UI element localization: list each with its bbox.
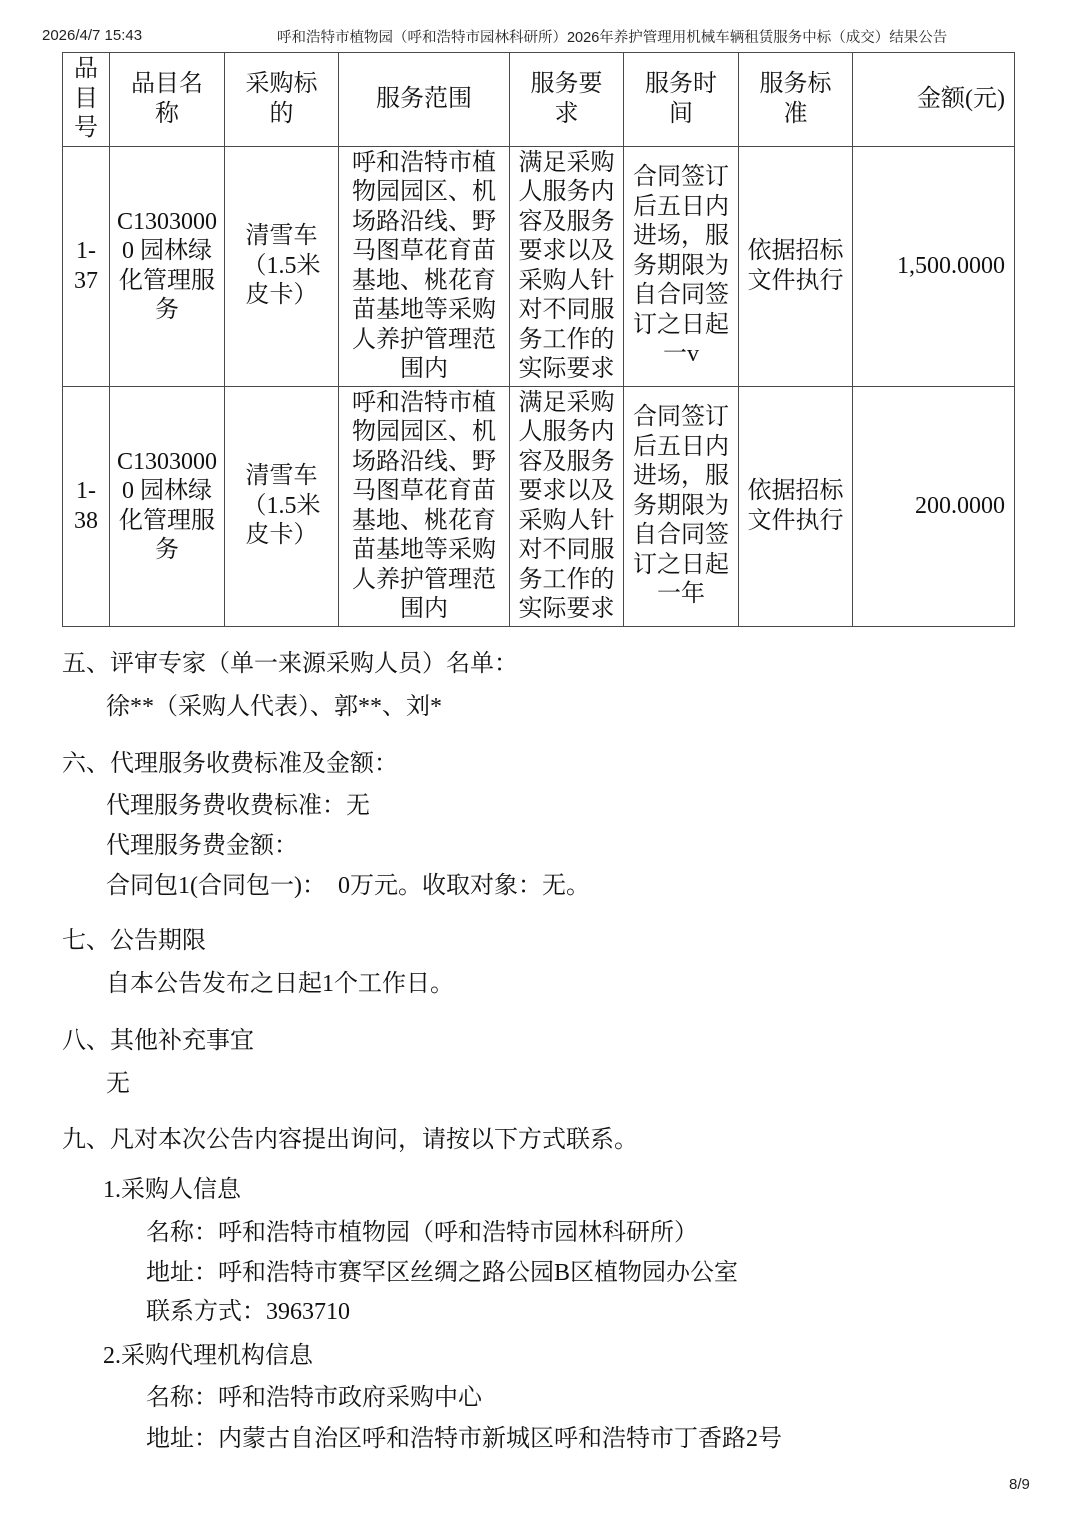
table-row — [63, 387, 1015, 627]
cell-amount: 1,500.0000 — [853, 147, 1015, 387]
notice-period-text: 自本公告发布之日起1个工作日。 — [106, 971, 454, 997]
cell-subject: 清雪车（1.5米皮卡） — [225, 387, 339, 627]
cell-standard: 依据招标文件执行 — [739, 147, 853, 387]
cell-scope: 呼和浩特市植物园园区、机场路沿线、野马图草花育苗基地、桃花育苗基地等采购人养护管理范围内 — [339, 147, 510, 387]
purchaser-address: 地址：呼和浩特市赛罕区丝绸之路公园B区植物园办公室 — [146, 1260, 739, 1286]
table-row — [63, 147, 1015, 387]
cell-amount: 200.0000 — [853, 387, 1015, 627]
cell-item-name: C13030000 园林绿化管理服务 — [110, 147, 225, 387]
cell-service-time: 合同签订后五日内进场，服务期限为自合同签订之日起一v — [624, 147, 739, 387]
page-number: 8/9 — [1009, 1476, 1030, 1493]
section-heading-notice-period: 七、公告期限 — [62, 928, 206, 954]
cell-requirement: 满足采购人服务内容及服务要求以及采购人针对不同服务工作的实际要求 — [510, 387, 624, 627]
cell-item-no: 1-38 — [63, 387, 110, 627]
print-page-title: 呼和浩特市植物园（呼和浩特市园林科研所）2026年养护管理用机械车辆租赁服务中标（成交）结果公告 — [277, 30, 948, 46]
header-item-name: 品目名称 — [110, 53, 225, 147]
section-heading-contact: 九、凡对本次公告内容提出询问，请按以下方式联系。 — [62, 1127, 638, 1153]
header-standard: 服务标准 — [739, 53, 853, 147]
purchaser-info-title: 1.采购人信息 — [103, 1177, 241, 1203]
header-subject: 采购标的 — [225, 53, 339, 147]
agency-fee-amount-label: 代理服务费金额： — [106, 833, 298, 859]
agency-name: 名称：呼和浩特市政府采购中心 — [146, 1385, 482, 1411]
agency-fee-package: 合同包1(合同包一)： 0万元。收取对象：无。 — [106, 873, 590, 899]
header-scope: 服务范围 — [339, 53, 510, 147]
purchaser-name: 名称：呼和浩特市植物园（呼和浩特市园林科研所） — [146, 1220, 698, 1246]
agency-address: 地址：内蒙古自治区呼和浩特市新城区呼和浩特市丁香路2号 — [146, 1426, 782, 1452]
cell-service-time: 合同签订后五日内进场，服务期限为自合同签订之日起一年 — [624, 387, 739, 627]
other-matters-text: 无 — [106, 1071, 130, 1097]
section-heading-experts: 五、评审专家（单一来源采购人员）名单： — [62, 651, 518, 677]
agency-info-title: 2.采购代理机构信息 — [103, 1343, 313, 1369]
cell-requirement: 满足采购人服务内容及服务要求以及采购人针对不同服务工作的实际要求 — [510, 147, 624, 387]
header-service-time: 服务时间 — [624, 53, 739, 147]
purchaser-phone: 联系方式：3963710 — [146, 1299, 350, 1325]
section-heading-other-matters: 八、其他补充事宜 — [62, 1028, 254, 1054]
cell-subject: 清雪车（1.5米皮卡） — [225, 147, 339, 387]
header-item-no: 品目号 — [63, 53, 110, 147]
cell-scope: 呼和浩特市植物园园区、机场路沿线、野马图草花育苗基地、桃花育苗基地等采购人养护管理范围内 — [339, 387, 510, 627]
cell-standard: 依据招标文件执行 — [739, 387, 853, 627]
award-results-table — [62, 52, 1015, 627]
header-requirement: 服务要求 — [510, 53, 624, 147]
cell-item-name: C13030000 园林绿化管理服务 — [110, 387, 225, 627]
experts-list: 徐**（采购人代表）、郭**、刘* — [106, 694, 442, 720]
header-amount: 金额(元) — [853, 53, 1015, 147]
cell-item-no: 1-37 — [63, 147, 110, 387]
table-header-row — [63, 53, 1015, 147]
section-heading-agency-fee: 六、代理服务收费标准及金额： — [62, 751, 398, 777]
agency-fee-standard: 代理服务费收费标准：无 — [106, 793, 370, 819]
print-datetime: 2026/4/7 15:43 — [42, 27, 143, 44]
